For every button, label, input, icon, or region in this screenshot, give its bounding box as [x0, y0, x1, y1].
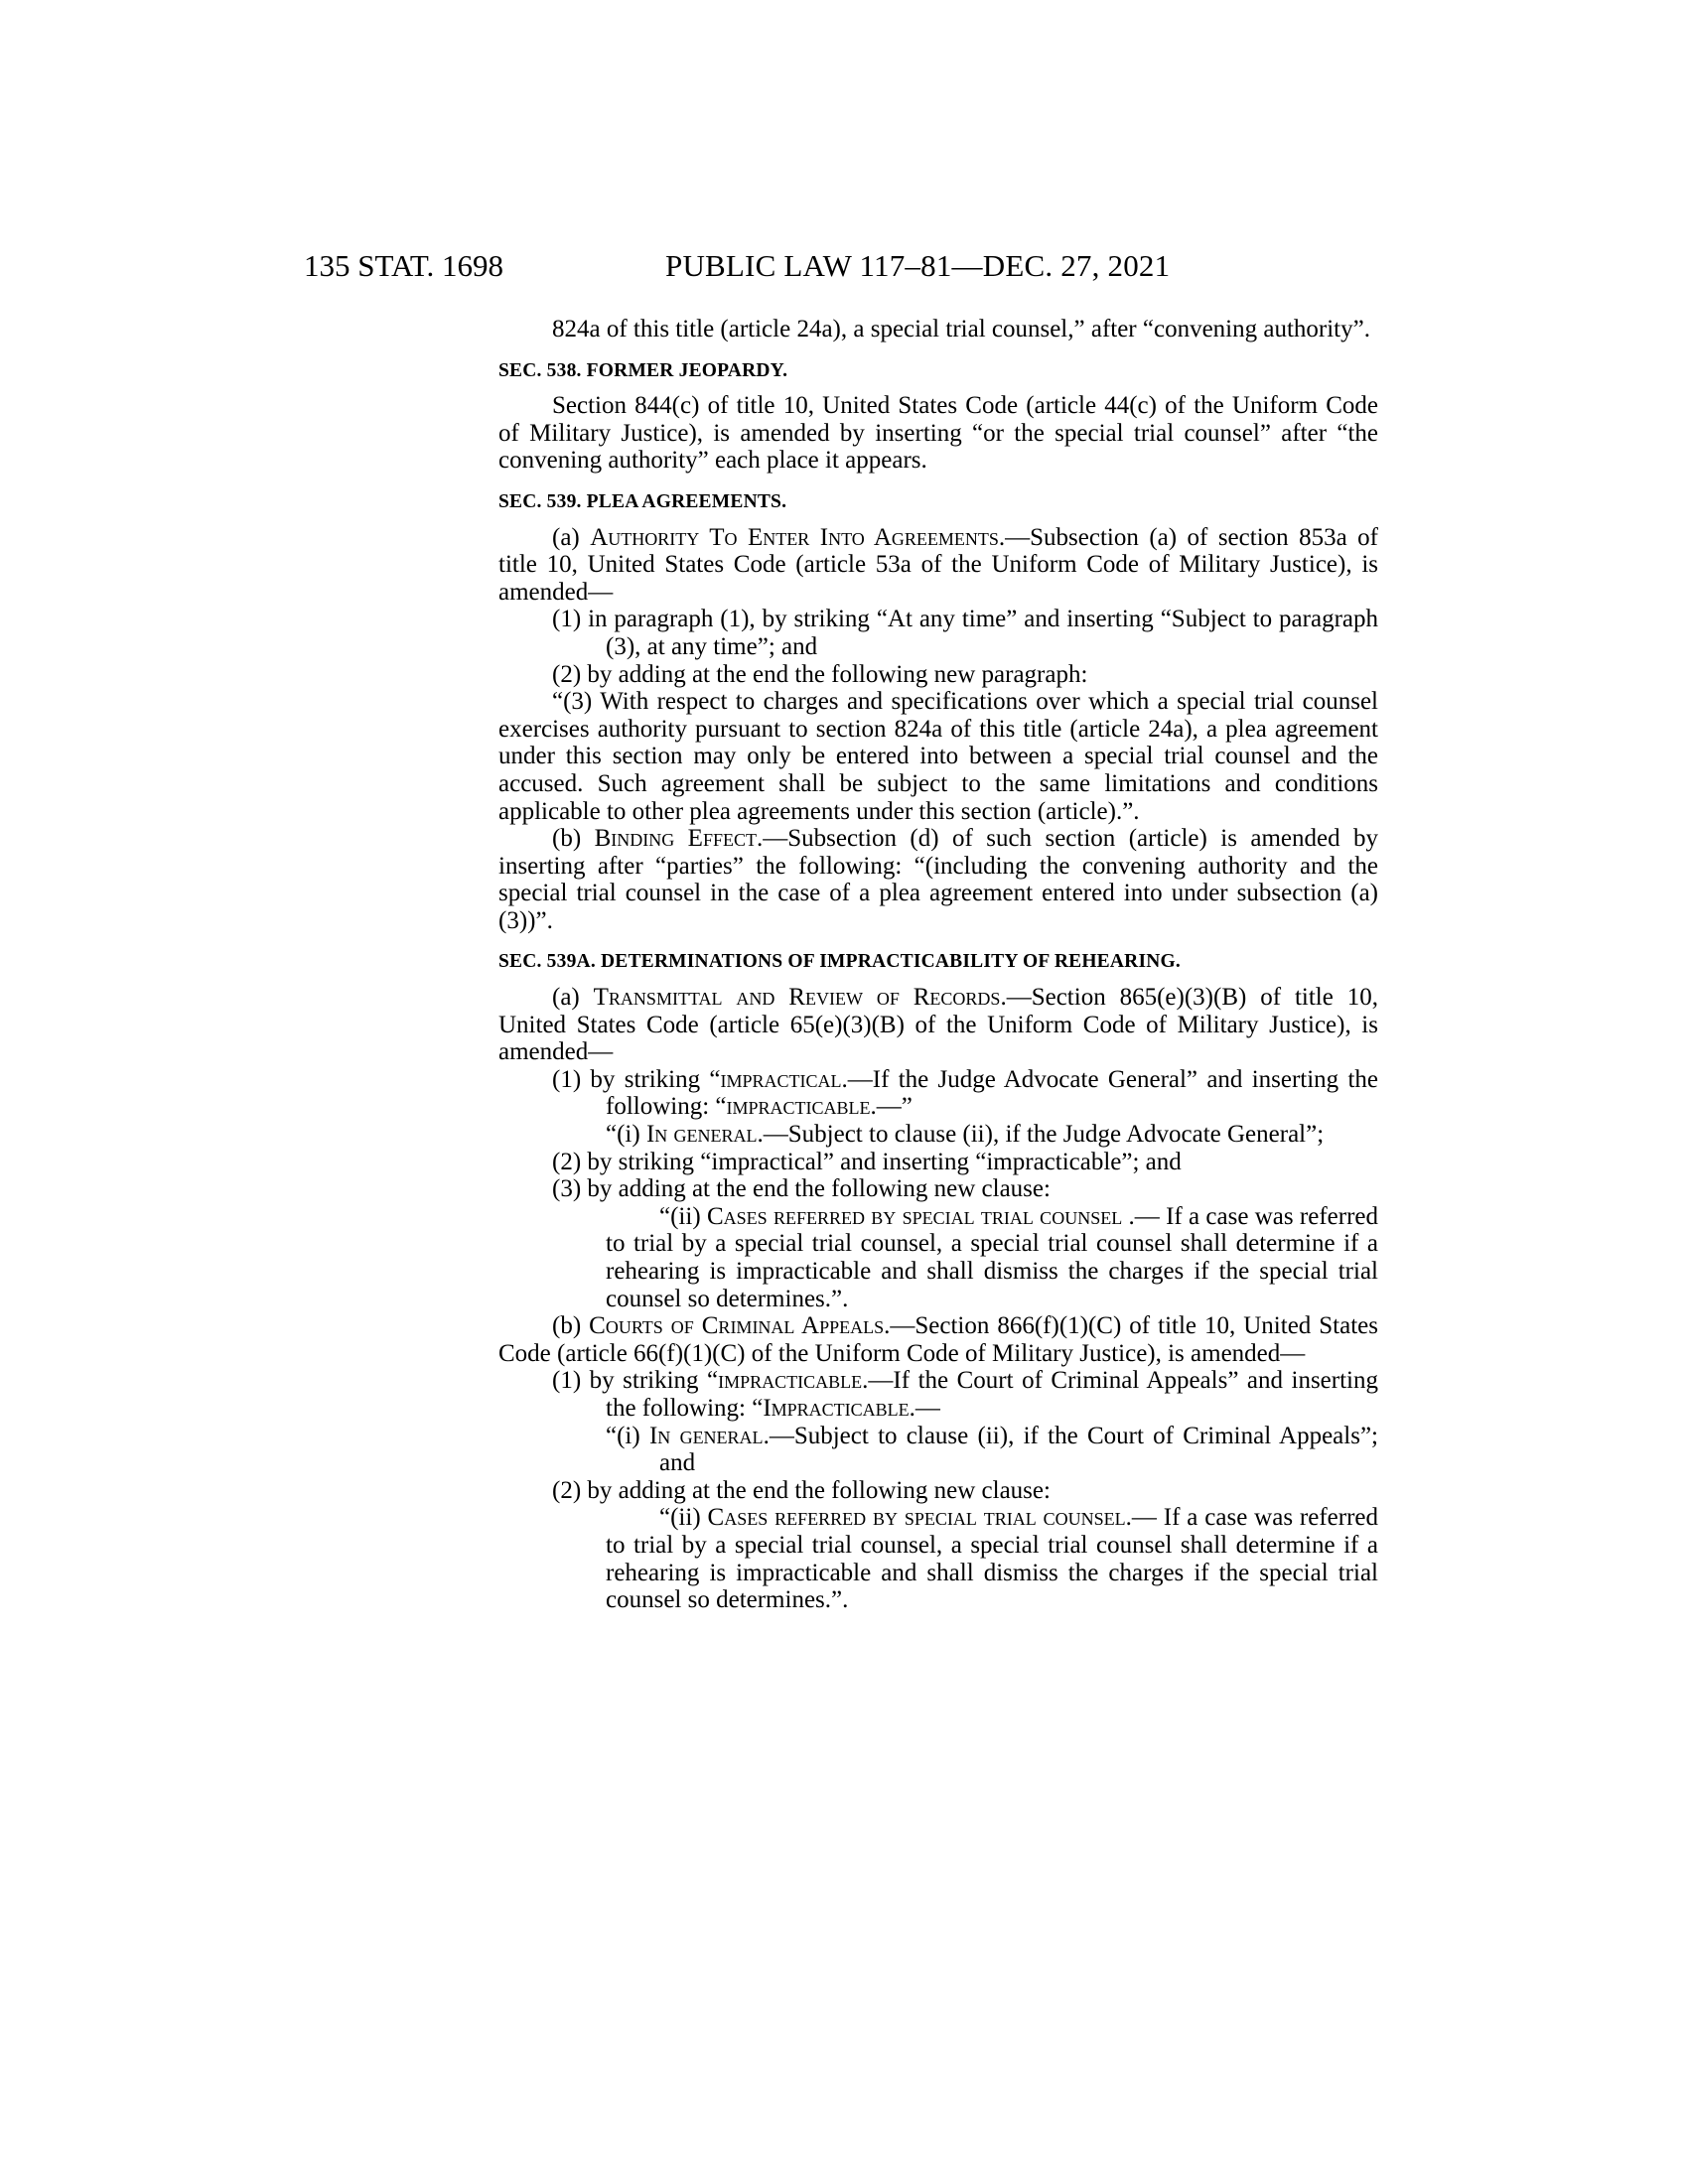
clause-text: [552, 1203, 1378, 1312]
subsection-text: .—Subsection (d) of such section (article) is amended by inserting after “parties” the following: “(including the convening authority and the special trial counsel in the case of a plea agreement entered into under subsection (a)(3))”.: [498, 825, 1379, 934]
subsection-label: (b): [552, 1312, 590, 1340]
section-538-heading: SEC. 538. FORMER JEOPARDY.: [498, 359, 788, 381]
section-539-subsection-b: [498, 825, 1378, 934]
intro-paragraph: 824a of this title (article 24a), a special trial counsel,” after “convening authority”.: [552, 316, 1370, 342]
section-539a-b-clause-ii: [498, 1504, 1378, 1613]
text-run: .—Subject to clause (ii), if the Court of Criminal Appeals”; and: [659, 1422, 1378, 1477]
section-539-quoted-paragraph: “(3) With respect to charges and specifications over which a special trial counsel exercises authority pursuant to section 824a of this title (article 24a), a plea agreement under this section may only be entered into between a special trial counsel and the accused. Such agreement shall be subject to the same limitations and conditions applicable to other plea agreements under this section (article).”.: [498, 688, 1378, 825]
text-run: .—Subject to clause (ii), if the Judge Advocate General”;: [757, 1121, 1325, 1149]
section-539a-b-clause-i: [552, 1423, 1378, 1477]
subsection-caption: Authority To Enter Into Agreements: [590, 523, 999, 551]
small-caps-run: In general: [645, 1121, 758, 1149]
subsection-label: (b): [552, 825, 595, 853]
section-539a-subsection-a: [498, 984, 1378, 1066]
small-caps-run: Cases referred by special trial counsel: [707, 1504, 1126, 1532]
subsection-text: .—Section 865(e)(3)(B) of title 10, United States Code (article 65(e)(3)(B) of the Uniform Code of Military Justice), is amended—: [498, 984, 1378, 1066]
small-caps-run: Cases referred by special trial counsel: [706, 1202, 1123, 1230]
text-run: .—: [909, 1394, 940, 1422]
small-caps-run: impracticable: [718, 1367, 863, 1395]
section-539a-a-paragraph-2: (2) by striking “impractical” and inserting “impracticable”; and: [552, 1148, 1182, 1175]
section-539a-a-paragraph-1: [552, 1066, 1378, 1121]
small-caps-run: In general: [648, 1422, 764, 1449]
text-run: (1) by striking “: [552, 1065, 721, 1093]
section-539-paragraph-1: (1) in paragraph (1), by striking “At any time” and inserting “Subject to paragraph (3), at any time”; and: [552, 606, 1378, 660]
public-law-title: PUBLIC LAW 117–81—DEC. 27, 2021: [665, 248, 1171, 283]
section-539-subsection-a: [498, 524, 1378, 607]
section-539-heading: SEC. 539. PLEA AGREEMENTS.: [498, 490, 787, 512]
small-caps-run: impracticable: [726, 1093, 871, 1121]
page-header: [304, 246, 1380, 286]
section-539a-a-paragraph-3: (3) by adding at the end the following new clause:: [552, 1175, 1051, 1203]
text-run: .— If a case was referred to trial by a special trial counsel, a special trial counsel shall determine if a rehearing is impracticable and shall dismiss the charges if the special trial counsel so determines.”.: [606, 1504, 1379, 1614]
text-run: .—If the Judge Advocate General” and inserting the following: “: [606, 1065, 1379, 1121]
section-539a-heading: SEC. 539A. DETERMINATIONS OF IMPRACTICABILITY OF REHEARING.: [498, 951, 1181, 973]
text-run: (1) by striking “: [552, 1367, 719, 1395]
section-539a-b-paragraph-1: [552, 1367, 1378, 1422]
section-539a-a-clause-ii: [498, 1203, 1378, 1312]
subsection-caption: Courts of Criminal Appeals: [589, 1312, 885, 1340]
statute-citation: 135 STAT. 1698: [304, 248, 504, 283]
text-run: “(i): [606, 1121, 646, 1149]
section-538-text: Section 844(c) of title 10, United States Code (article 44(c) of the Uniform Code of Military Justice), is amended by inserting “or the special trial counsel” after “the convening authority” each place it appears.: [498, 392, 1378, 475]
text-run: .—”: [870, 1093, 913, 1121]
subsection-label: (a): [552, 984, 594, 1012]
text-run: “(ii): [659, 1504, 708, 1532]
text-run: .—If the Court of Criminal Appeals” and inserting the following: “: [606, 1367, 1378, 1422]
subsection-caption: Binding Effect: [594, 825, 757, 853]
section-539a-b-paragraph-2: (2) by adding at the end the following new clause:: [552, 1476, 1051, 1504]
small-caps-run: impractical: [720, 1065, 842, 1093]
clause-text: [552, 1504, 1378, 1613]
subsection-text: .—Subsection (a) of section 853a of title 10, United States Code (article 53a of the Uniform Code of Military Justice), is amended—: [498, 523, 1378, 606]
subsection-label: (a): [552, 523, 591, 551]
text-run: “(ii): [659, 1202, 707, 1230]
section-539a-a-clause-i: [552, 1121, 1378, 1149]
small-caps-run: Impracticable: [763, 1394, 910, 1422]
section-539a-subsection-b: [498, 1312, 1378, 1367]
subsection-caption: Transmittal and Review of Records: [593, 984, 1001, 1012]
subsection-text: .—Section 866(f)(1)(C) of title 10, United States Code (article 66(f)(1)(C) of the Uniform Code of Military Justice), is amended—: [498, 1312, 1378, 1367]
text-run: “(i): [606, 1422, 649, 1449]
section-539-paragraph-2: (2) by adding at the end the following new paragraph:: [552, 660, 1088, 688]
text-run: .— If a case was referred to trial by a special trial counsel, a special trial counsel shall determine if a rehearing is impracticable and shall dismiss the charges if the special trial counsel so determines.”.: [606, 1202, 1379, 1312]
document-body: [498, 316, 1378, 1614]
